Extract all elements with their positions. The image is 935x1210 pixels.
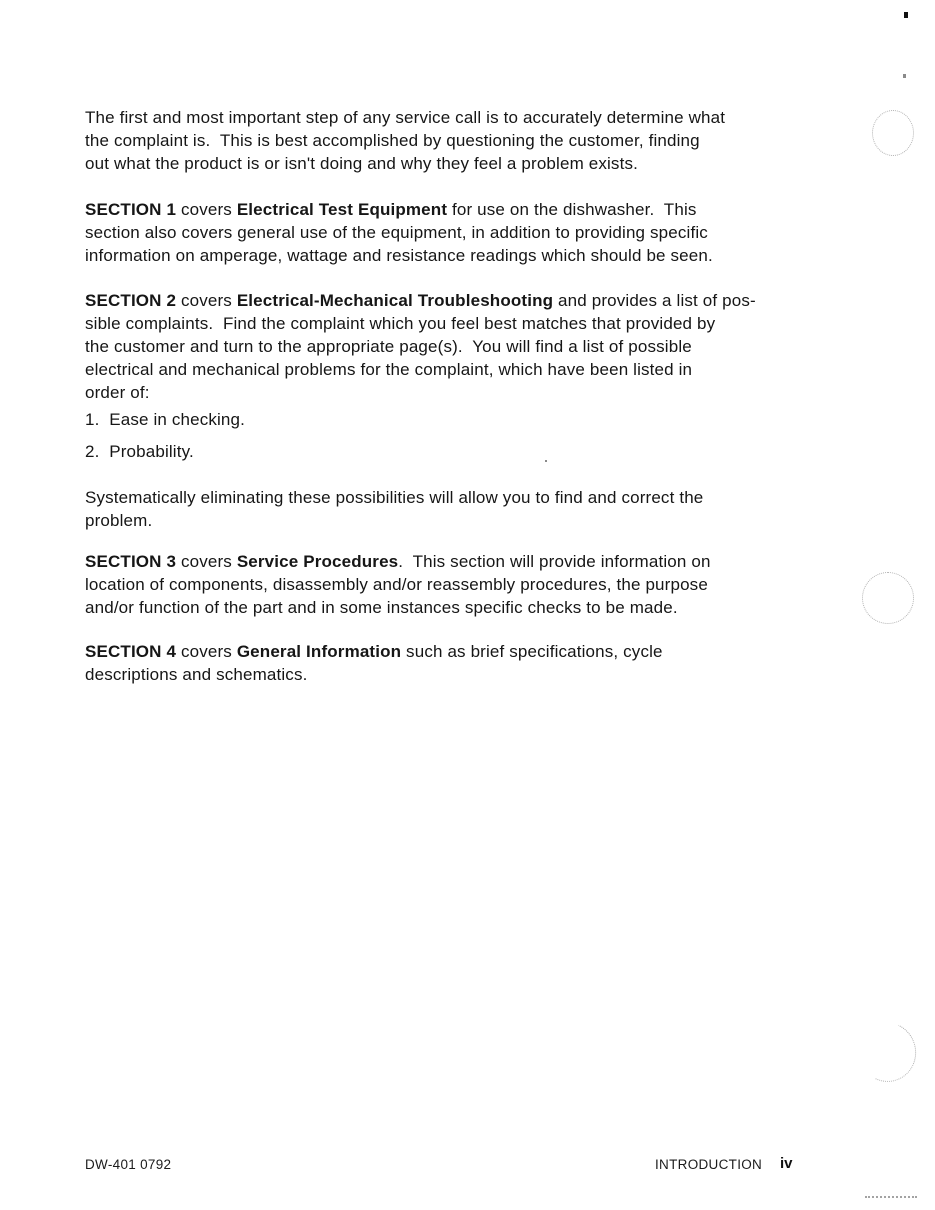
footer-page-number: iv [780,1155,793,1172]
text-line [85,550,805,573]
text-run: covers [176,200,237,219]
text-line: the customer and turn to the appropriate page(s). You will find a list of possible [85,337,692,356]
text-run: for use on the dishwasher. This [447,200,697,219]
text-line: 2. Probability. [85,442,194,461]
text-run: covers [176,642,237,661]
footer-section-name: INTRODUCTION [655,1157,763,1172]
text-line: order of: [85,383,150,402]
text-run: SECTION 2 [85,291,177,310]
text-line: out what the product is or isn't doing and why they feel a problem exists. [85,154,638,173]
footer-doc-number: DW-401 0792 [85,1157,172,1172]
text-line: and/or function of the part and in some instances specific checks to be made. [85,598,678,617]
text-line: location of components, disassembly and/or reassembly procedures, the purpose [85,575,708,594]
scan-artifact-dotted-strip [865,1196,917,1198]
scan-artifact-hole-circle [872,110,914,156]
text-run: covers [176,291,237,310]
text-line [85,289,805,312]
scan-artifact-speck [545,460,547,462]
paragraph-summary [85,486,805,532]
text-line: section also covers general use of the equipment, in addition to providing specific [85,223,708,242]
text-run: SECTION 4 [85,642,177,661]
text-run: such as brief specifications, cycle [401,642,663,661]
scan-artifact-speck [903,74,906,78]
text-line [85,640,805,663]
paragraph-section-1 [85,198,805,267]
text-line: problem. [85,511,153,530]
paragraph-section-3 [85,550,805,619]
text-line: 1. Ease in checking. [85,410,246,429]
paragraph-intro [85,106,805,175]
text-run: and provides a list of pos- [553,291,756,310]
text-run: Electrical-Mechanical Troubleshooting [236,291,554,310]
text-line: sible complaints. Find the complaint which you feel best matches that provided by [85,314,716,333]
text-line: electrical and mechanical problems for the complaint, which have been listed in [85,360,693,379]
paragraph-section-2 [85,289,805,404]
text-line [85,198,805,221]
text-run: SECTION 3 [85,552,177,571]
text-line: The first and most important step of any service call is to accurately determine what [85,108,726,127]
text-run: General Information [236,642,402,661]
text-run: covers [176,552,237,571]
text-line: the complaint is. This is best accomplished by questioning the customer, finding [85,131,700,150]
text-line: information on amperage, wattage and resistance readings which should be seen. [85,246,713,265]
text-line: Systematically eliminating these possibilities will allow you to find and correct the [85,488,704,507]
scan-artifact-speck [904,12,908,18]
text-run: Electrical Test Equipment [236,200,448,219]
scan-artifact-hole-circle [862,572,914,624]
list-item-2 [85,440,805,463]
text-run: Service Procedures [236,552,399,571]
text-run: SECTION 1 [85,200,177,219]
scan-artifact-hole-circle [849,1014,924,1090]
list-item-1 [85,408,805,431]
paragraph-section-4 [85,640,805,686]
text-run: . This section will provide information on [398,552,711,571]
text-line: descriptions and schematics. [85,665,308,684]
